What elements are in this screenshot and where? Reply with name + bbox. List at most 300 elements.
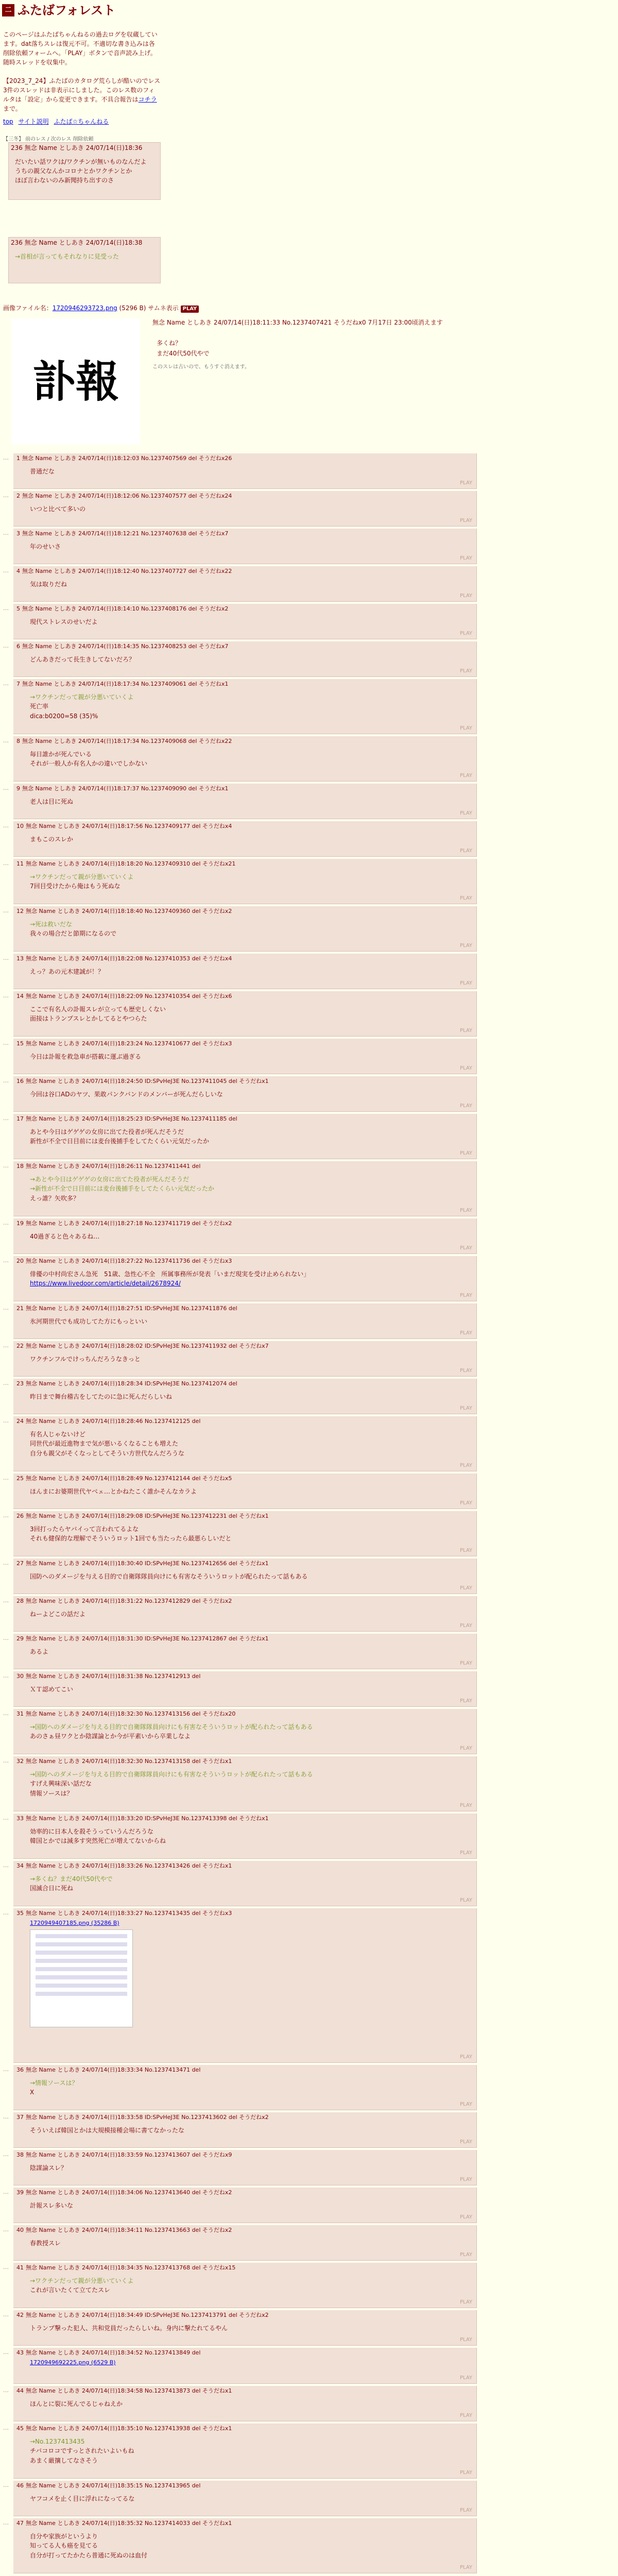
reply-line: えっ誰？矢吹多？ bbox=[30, 1195, 80, 1202]
reply-header-text: 無念 Name としあき 24/07/14(日)18:25:23 ID:SPvHeJ3E No.1237411185 del bbox=[26, 1115, 237, 1122]
reply-body bbox=[30, 1127, 473, 1146]
reply-body bbox=[30, 1572, 473, 1582]
reply-body bbox=[30, 2201, 473, 2211]
reply-line: X bbox=[30, 2089, 35, 2096]
reply-row bbox=[3, 2112, 477, 2148]
reply-body bbox=[30, 797, 473, 807]
thumbnail-line bbox=[36, 1959, 127, 1963]
reply-header bbox=[16, 993, 473, 1001]
reply-gutter-icon: … bbox=[3, 1909, 9, 1916]
reply-play-button[interactable]: PLAY bbox=[459, 1500, 472, 1506]
reply-header bbox=[16, 785, 473, 793]
reply-play-button[interactable]: PLAY bbox=[459, 2469, 472, 2476]
reply-line: まもこのスレか bbox=[30, 835, 74, 843]
op-body bbox=[157, 338, 210, 359]
reply-line: 計報スレ多いな bbox=[30, 2201, 74, 2209]
op-sodane[interactable]: そうだねx0 bbox=[333, 319, 366, 326]
reply-play-button[interactable]: PLAY bbox=[459, 1745, 472, 1751]
reply-play-button[interactable]: PLAY bbox=[459, 2336, 472, 2343]
reply-line: えっ？あの元木建誠が！？ bbox=[30, 968, 105, 975]
reply-play-button[interactable]: PLAY bbox=[459, 1027, 472, 1033]
reply-header-text: 無念 Name としあき 24/07/14(日)18:17:56 No.1237409177 del そうだねx4 bbox=[26, 823, 232, 829]
reply-row bbox=[3, 954, 477, 989]
reply-gutter-icon: … bbox=[3, 1040, 9, 1046]
reply-post bbox=[13, 1039, 477, 1074]
report-link[interactable]: コチラ bbox=[138, 96, 157, 103]
reply-row bbox=[3, 1908, 477, 2063]
reply-header-text: 無念 Name としあき 24/07/14(日)18:22:08 No.1237410353 del そうだねx4 bbox=[26, 955, 232, 962]
reply-row bbox=[3, 2518, 477, 2573]
intro-p2-end: まで。 bbox=[3, 105, 22, 112]
reply-quote-line: →あとや今日はゲゲゲの女房に出てた役者が死んだそうだ bbox=[30, 1175, 190, 1183]
reply-line: ここで有名人の訃報スレが立っても歴史しくない bbox=[30, 1005, 166, 1013]
reply-gutter-icon: … bbox=[3, 822, 9, 829]
reply-post bbox=[13, 821, 477, 857]
reply-gutter-icon: … bbox=[3, 492, 9, 499]
quoted-post-header: 236 無念 Name としあき 24/07/14(日)18:36 bbox=[11, 144, 143, 151]
reply-row bbox=[3, 1511, 477, 1556]
op-note: このスレは古いので、もうすぐ消えます。 bbox=[152, 364, 250, 370]
reply-row bbox=[3, 1161, 477, 1216]
reply-file-link[interactable]: 1720949407185.png (35286 B) bbox=[30, 1919, 119, 1926]
reply-body bbox=[30, 1524, 473, 1544]
reply-post bbox=[13, 1379, 477, 1414]
reply-number: 38 bbox=[16, 2151, 24, 2158]
reply-header bbox=[16, 2264, 473, 2272]
site-header bbox=[0, 0, 216, 125]
reply-number: 34 bbox=[16, 1862, 24, 1869]
reply-post bbox=[13, 1114, 477, 1159]
reply-row bbox=[3, 1416, 477, 1471]
reply-play-button[interactable]: PLAY bbox=[459, 2214, 472, 2220]
reply-play-button[interactable]: PLAY bbox=[459, 1103, 472, 1109]
reply-header bbox=[16, 1598, 473, 1605]
reply-number: 26 bbox=[16, 1513, 24, 1519]
reply-play-button[interactable]: PLAY bbox=[459, 1698, 472, 1704]
reply-header-text: 無念 Name としあき 24/07/14(日)18:33:20 ID:SPvHeJ3E No.1237413398 del そうだねx1 bbox=[26, 1815, 269, 1822]
reply-post bbox=[13, 906, 477, 952]
reply-play-button[interactable]: PLAY bbox=[459, 848, 472, 854]
reply-play-button[interactable]: PLAY bbox=[459, 1367, 472, 1374]
reply-header-text: 無念 Name としあき 24/07/14(日)18:12:03 No.1237407569 del そうだねx26 bbox=[22, 455, 232, 462]
reply-post bbox=[13, 1341, 477, 1377]
reply-header-text: 無念 Name としあき 24/07/14(日)18:35:10 No.1237413938 del そうだねx1 bbox=[26, 2425, 232, 2432]
reply-play-button[interactable]: PLAY bbox=[459, 1547, 472, 1553]
reply-row bbox=[3, 1114, 477, 1159]
reply-body bbox=[30, 692, 473, 721]
reply-play-button[interactable]: PLAY bbox=[459, 630, 472, 636]
reply-row bbox=[3, 1473, 477, 1509]
reply-row bbox=[3, 2225, 477, 2261]
reply-post bbox=[13, 954, 477, 989]
reply-play-button[interactable]: PLAY bbox=[459, 517, 472, 523]
reply-play-button[interactable]: PLAY bbox=[459, 1405, 472, 1411]
reply-header-text: 無念 Name としあき 24/07/14(日)18:32:30 No.1237413156 del そうだねx20 bbox=[26, 1710, 236, 1717]
reply-thumbnail[interactable] bbox=[30, 1929, 133, 2027]
quoted-post-header: 236 無念 Name としあき 24/07/14(日)18:38 bbox=[11, 239, 143, 246]
reply-header bbox=[16, 2482, 473, 2490]
reply-header bbox=[16, 681, 473, 688]
reply-row bbox=[3, 641, 477, 677]
reply-row bbox=[3, 2150, 477, 2185]
reply-line: 俳優の中村尚宏さん急死 51歳、急性心不全 所属事務所が発表「いまだ現実を受け止められない」 bbox=[30, 1270, 310, 1278]
reply-gutter-icon: … bbox=[3, 2189, 9, 2195]
reply-number: 42 bbox=[16, 2312, 24, 2318]
reply-quote-line: →国防へのダメージを与える目的で自衛隊隊員向けにも有害なそういうロットが配られたって話もある bbox=[30, 1723, 313, 1731]
reply-body bbox=[30, 1005, 473, 1024]
reply-row bbox=[3, 784, 477, 819]
reply-play-button[interactable]: PLAY bbox=[459, 480, 472, 486]
reply-row bbox=[3, 1303, 477, 1339]
reply-play-button[interactable]: PLAY bbox=[459, 1065, 472, 1071]
reply-line: 韓国とかでは減多す突然死亡が増えてないからね bbox=[30, 1837, 166, 1845]
reply-number: 8 bbox=[16, 738, 20, 744]
reply-post bbox=[13, 1218, 477, 1254]
reply-header-text: 無念 Name としあき 24/07/14(日)18:33:26 No.1237413426 del そうだねx1 bbox=[26, 1862, 232, 1869]
reply-post bbox=[13, 2263, 477, 2308]
reply-line: 昨日まで舞台稽古をしてたのに急に死んだらしいね bbox=[30, 1393, 173, 1400]
reply-row bbox=[3, 2386, 477, 2421]
reply-line: 有名人じゃないけど bbox=[30, 1430, 86, 1438]
reply-number: 6 bbox=[16, 643, 20, 650]
reply-header-text: 無念 Name としあき 24/07/14(日)18:17:34 No.1237409061 del そうだねx1 bbox=[22, 681, 229, 687]
reply-row bbox=[3, 1709, 477, 1754]
reply-header-text: 無念 Name としあき 24/07/14(日)18:30:40 ID:SPvHeJ3E No.1237412656 del そうだねx1 bbox=[26, 1560, 269, 1567]
reply-play-button[interactable]: PLAY bbox=[459, 2299, 472, 2305]
reply-play-button[interactable]: PLAY bbox=[459, 2412, 472, 2418]
quoted-post-line: うちの親父なんかコロナとかワクチンとか bbox=[15, 167, 132, 175]
thumbnail-line bbox=[36, 1967, 127, 1971]
reply-body bbox=[30, 2324, 473, 2333]
thumbnail-line bbox=[36, 1934, 127, 1938]
reply-number: 22 bbox=[16, 1343, 24, 1349]
reply-line: 7回目受けたから俺はもう死ぬな bbox=[30, 883, 121, 890]
reply-body bbox=[30, 1430, 473, 1459]
reply-gutter-icon: … bbox=[3, 2066, 9, 2073]
reply-post bbox=[13, 1161, 477, 1216]
reply-number: 41 bbox=[16, 2264, 24, 2271]
reply-play-button[interactable]: PLAY bbox=[459, 1802, 472, 1808]
reply-header bbox=[16, 1418, 473, 1426]
reply-line: 毎日誰かが死んでいる bbox=[30, 750, 92, 758]
reply-gutter-icon: … bbox=[3, 1560, 9, 1566]
intro-p2-text: 【2023_7_24】ふたばのカタログ荒らしが酷いのでレス3件のスレッドは非表示にしました。このレス数のフィルタは「設定」から変更できます。不具合報告は bbox=[3, 77, 161, 103]
reply-gutter-icon: … bbox=[3, 1304, 9, 1311]
reply-play-button[interactable]: PLAY bbox=[459, 2101, 472, 2107]
reply-play-button[interactable]: PLAY bbox=[459, 1850, 472, 1856]
reply-header bbox=[16, 1258, 473, 1265]
reply-quote-line: →情報ソースは？ bbox=[30, 2079, 78, 2087]
reply-number: 44 bbox=[16, 2387, 24, 2394]
reply-post bbox=[13, 2386, 477, 2421]
reply-play-button[interactable]: PLAY bbox=[459, 2251, 472, 2258]
reply-line: 死亡率 bbox=[30, 703, 49, 710]
op-body-line: 多くね？ bbox=[157, 340, 182, 347]
reply-gutter-icon: … bbox=[3, 1710, 9, 1717]
reply-header bbox=[16, 1673, 473, 1681]
reply-header bbox=[16, 643, 473, 651]
reply-number: 27 bbox=[16, 1560, 24, 1567]
thumbnail-line bbox=[36, 1984, 127, 1988]
reply-line: 気は取りだね bbox=[30, 580, 67, 588]
reply-gutter-icon: … bbox=[3, 1512, 9, 1519]
reply-line: 40過ぎると色々あるね… bbox=[30, 1232, 100, 1240]
reply-row bbox=[3, 821, 477, 857]
reply-post bbox=[13, 453, 477, 489]
reply-gutter-icon: … bbox=[3, 955, 9, 961]
reply-line: 知ってる人も癌を見てる bbox=[30, 2542, 98, 2550]
reply-line: 自分が打ってたかたら普通に死ぬのは血付 bbox=[30, 2552, 148, 2560]
reply-play-button[interactable]: PLAY bbox=[459, 668, 472, 674]
reply-body bbox=[30, 1685, 473, 1694]
reply-post bbox=[13, 1256, 477, 1301]
reply-play-button[interactable]: PLAY bbox=[459, 772, 472, 778]
reply-play-button[interactable]: PLAY bbox=[459, 810, 472, 816]
op-file-label: 画像ファイル名： bbox=[3, 304, 53, 312]
reply-number: 12 bbox=[16, 908, 24, 914]
about-link[interactable]: サイト説明 bbox=[18, 118, 49, 125]
reply-body bbox=[30, 967, 473, 977]
reply-quote-line: →No.1237413435 bbox=[30, 2437, 85, 2445]
reply-header bbox=[16, 1862, 473, 1870]
reply-header bbox=[16, 908, 473, 916]
reply-header-text: 無念 Name としあき 24/07/14(日)18:34:11 No.1237413663 del そうだねx2 bbox=[26, 2227, 232, 2233]
reply-gutter-icon: … bbox=[3, 605, 9, 612]
reply-post bbox=[13, 2481, 477, 2516]
reply-gutter-icon: … bbox=[3, 2482, 9, 2488]
reply-body bbox=[30, 1827, 473, 1846]
op-expire-time: 7月17日 23:00頃消えます bbox=[368, 319, 443, 326]
reply-row bbox=[3, 1256, 477, 1301]
reply-header-text: 無念 Name としあき 24/07/14(日)18:17:34 No.1237409068 del そうだねx22 bbox=[22, 738, 232, 744]
reply-post bbox=[13, 784, 477, 819]
reply-gutter-icon: … bbox=[3, 1672, 9, 1679]
reply-list bbox=[3, 453, 477, 2575]
site-logo[interactable] bbox=[2, 3, 115, 18]
reply-gutter-icon: … bbox=[3, 737, 9, 744]
reply-row bbox=[3, 491, 477, 527]
reply-number: 24 bbox=[16, 1418, 24, 1425]
op-thumbnail[interactable] bbox=[11, 318, 140, 445]
reply-play-button[interactable]: PLAY bbox=[459, 2139, 472, 2145]
reply-row bbox=[3, 1218, 477, 1254]
reply-post bbox=[13, 2348, 477, 2384]
reply-body bbox=[30, 580, 473, 589]
reply-header-text: 無念 Name としあき 24/07/14(日)18:34:52 No.1237413849 del bbox=[26, 2349, 201, 2356]
reply-header-text: 無念 Name としあき 24/07/14(日)18:33:58 ID:SPvHeJ3E No.1237413602 del そうだねx2 bbox=[26, 2114, 269, 2121]
reply-number: 46 bbox=[16, 2482, 24, 2489]
reply-number: 9 bbox=[16, 785, 20, 792]
op-file-link[interactable]: 1720946293723.png bbox=[52, 304, 117, 312]
reply-line: ＸＴ認めてこい bbox=[30, 1685, 74, 1693]
reply-post bbox=[13, 491, 477, 527]
reply-header-text: 無念 Name としあき 24/07/14(日)18:28:02 ID:SPvHeJ3E No.1237411932 del そうだねx7 bbox=[26, 1343, 269, 1349]
reply-row bbox=[3, 906, 477, 952]
reply-row bbox=[3, 604, 477, 639]
reply-line: 面接はトランプスレとかしてるとやつらた bbox=[30, 1015, 147, 1023]
reply-header bbox=[16, 738, 473, 745]
reply-line: 現代ストレスのせいだよ bbox=[30, 618, 98, 625]
reply-gutter-icon: … bbox=[3, 1257, 9, 1264]
reply-quote-line: →ワクチンだって親が分悪いていくよ bbox=[30, 873, 134, 880]
reply-number: 11 bbox=[16, 860, 24, 867]
reply-play-button[interactable]: PLAY bbox=[459, 1245, 472, 1251]
reply-gutter-icon: … bbox=[3, 1862, 9, 1869]
reply-header bbox=[16, 2114, 473, 2122]
reply-header bbox=[16, 1115, 473, 1123]
reply-body bbox=[30, 1317, 473, 1327]
reply-header bbox=[16, 2066, 473, 2074]
reply-header bbox=[16, 455, 473, 463]
reply-play-button[interactable]: PLAY bbox=[459, 1660, 472, 1666]
reply-post bbox=[13, 1861, 477, 1906]
reply-header-text: 無念 Name としあき 24/07/14(日)18:34:49 ID:SPvHeJ3E No.1237413791 del そうだねx2 bbox=[26, 2312, 269, 2318]
reply-line: ほんまにお婆期世代ヤベェ…とかねたこく誰かそんなカラよ bbox=[30, 1487, 197, 1495]
reply-number: 30 bbox=[16, 1673, 24, 1680]
reply-play-button[interactable]: PLAY bbox=[459, 2375, 472, 2381]
reply-play-button[interactable]: PLAY bbox=[459, 942, 472, 948]
thumbnail-line bbox=[36, 1975, 127, 1979]
reply-body bbox=[30, 1090, 473, 1099]
reply-row bbox=[3, 1596, 477, 1632]
reply-play-button[interactable]: PLAY bbox=[459, 725, 472, 731]
reply-header bbox=[16, 1710, 473, 1718]
reply-gutter-icon: … bbox=[3, 2113, 9, 2120]
reply-header-text: 無念 Name としあき 24/07/14(日)18:22:09 No.1237410354 del そうだねx6 bbox=[26, 993, 232, 999]
reply-gutter-icon: … bbox=[3, 907, 9, 914]
reply-row bbox=[3, 859, 477, 904]
reply-row bbox=[3, 2188, 477, 2223]
reply-line: あるよ bbox=[30, 1648, 49, 1655]
reply-header-text: 無念 Name としあき 24/07/14(日)18:33:59 No.1237413607 del そうだねx9 bbox=[26, 2151, 232, 2158]
thread-op bbox=[3, 304, 618, 407]
reply-line: 国防へのダメージを与える目的で自衛隊隊員向けにも有害なそういうロットが配られたって話もある bbox=[30, 1572, 308, 1580]
reply-number: 10 bbox=[16, 823, 24, 829]
reply-header-text: 無念 Name としあき 24/07/14(日)18:31:30 ID:SPvHeJ3E No.1237412867 del そうだねx1 bbox=[26, 1635, 269, 1642]
reply-header-text: 無念 Name としあき 24/07/14(日)18:12:06 No.1237407577 del そうだねx24 bbox=[22, 493, 232, 499]
reply-play-button[interactable]: PLAY bbox=[459, 980, 472, 986]
reply-gutter-icon: … bbox=[3, 2226, 9, 2233]
reply-gutter-icon: … bbox=[3, 1597, 9, 1604]
reply-body bbox=[30, 467, 473, 477]
reply-gutter-icon: … bbox=[3, 860, 9, 867]
reply-row bbox=[3, 453, 477, 489]
reply-post bbox=[13, 1511, 477, 1556]
reply-header bbox=[16, 2312, 473, 2319]
reply-header-text: 無念 Name としあき 24/07/14(日)18:27:51 ID:SPvHeJ3E No.1237411876 del bbox=[26, 1305, 237, 1312]
reply-play-button[interactable]: PLAY bbox=[459, 2176, 472, 2182]
intro-paragraph-1: このページはふたばちゃんねるの過去ログを収蔵しています。dat落ちスレは復元不可。不適切な書き込みは各削除依頼フォームへ。「PLAY」ボタンで音声読み上げ。随時スレッドを収集中。 bbox=[3, 31, 158, 66]
reply-file-link[interactable]: 1720949692225.png (6529 B) bbox=[30, 2359, 116, 2366]
reply-gutter-icon: … bbox=[3, 785, 9, 791]
reply-post bbox=[13, 2150, 477, 2185]
reply-row bbox=[3, 1861, 477, 1906]
op-file-size: (5296 B) bbox=[119, 304, 146, 312]
reply-gutter-icon: … bbox=[3, 680, 9, 687]
reply-play-button[interactable]: PLAY bbox=[459, 1292, 472, 1298]
reply-body bbox=[30, 1269, 473, 1289]
reply-number: 5 bbox=[16, 605, 20, 612]
op-play-button[interactable]: PLAY bbox=[181, 306, 199, 313]
reply-header-text: 無念 Name としあき 24/07/14(日)18:33:27 No.1237413435 del そうだねx3 bbox=[26, 1910, 232, 1917]
top-link[interactable]: top bbox=[3, 118, 13, 125]
reply-header bbox=[16, 823, 473, 831]
reply-header bbox=[16, 1910, 473, 1918]
reply-link[interactable]: https://www.livedoor.com/article/detail/2678924/ bbox=[30, 1280, 181, 1287]
reply-gutter-icon: … bbox=[3, 2519, 9, 2526]
reply-play-button[interactable]: PLAY bbox=[459, 1207, 472, 1213]
reply-gutter-icon: … bbox=[3, 1757, 9, 1764]
reply-gutter-icon: … bbox=[3, 2425, 9, 2431]
op-header bbox=[152, 318, 443, 327]
reply-play-button[interactable]: PLAY bbox=[459, 1330, 472, 1336]
reply-line: それが一般人か有名人かの違いでしかない bbox=[30, 760, 148, 768]
reply-play-button[interactable]: PLAY bbox=[459, 1462, 472, 1468]
nav-line: 【三冬】 前のレス / 次のレス 削除依頼 bbox=[3, 137, 94, 142]
reply-play-button[interactable]: PLAY bbox=[459, 1622, 472, 1629]
op-file-note: サムネ表示 bbox=[148, 304, 179, 312]
reply-line: 同世代が最近進物まで気が悪いるくなることも増えた bbox=[30, 1440, 179, 1448]
reply-post bbox=[13, 736, 477, 782]
thumbnail-line bbox=[36, 1992, 127, 1996]
reply-play-button[interactable]: PLAY bbox=[459, 1585, 472, 1591]
reply-post bbox=[13, 604, 477, 639]
reply-header-text: 無念 Name としあき 24/07/14(日)18:28:49 No.1237412144 del そうだねx5 bbox=[26, 1475, 232, 1482]
reply-body bbox=[30, 542, 473, 552]
reply-line: 今回は谷口ADのヤツ、果敢パンクバンドのメンバーが死んだらしいな bbox=[30, 1090, 223, 1098]
reply-play-button[interactable]: PLAY bbox=[459, 2564, 472, 2570]
reply-line: 今日は訃報を救急車が搭載に運ぶ過ぎる bbox=[30, 1053, 142, 1060]
reply-play-button[interactable]: PLAY bbox=[459, 895, 472, 901]
reply-number: 25 bbox=[16, 1475, 24, 1482]
reply-body bbox=[30, 1647, 473, 1657]
reply-gutter-icon: … bbox=[3, 530, 9, 536]
reply-gutter-icon: … bbox=[3, 454, 9, 461]
reply-body bbox=[30, 1354, 473, 1364]
reply-play-button[interactable]: PLAY bbox=[459, 1897, 472, 1903]
reply-body bbox=[30, 2437, 473, 2466]
reply-line: 効率的に日本人を殺そうっていうんだろうな bbox=[30, 1827, 154, 1835]
reply-line: どんあきだって長生きしてないだろ？ bbox=[30, 655, 135, 663]
quoted-post bbox=[8, 142, 161, 200]
reply-row bbox=[3, 991, 477, 1037]
reply-play-button[interactable]: PLAY bbox=[459, 592, 472, 599]
reply-number: 17 bbox=[16, 1115, 24, 1122]
reply-gutter-icon: … bbox=[3, 2349, 9, 2355]
reply-row bbox=[3, 1814, 477, 1859]
reply-body bbox=[30, 1487, 473, 1497]
reply-play-button[interactable]: PLAY bbox=[459, 1150, 472, 1156]
reply-header bbox=[16, 1040, 473, 1048]
reply-body bbox=[30, 835, 473, 844]
reply-post bbox=[13, 1671, 477, 1707]
reply-post bbox=[13, 2225, 477, 2261]
reply-header-text: 無念 Name としあき 24/07/14(日)18:32:30 No.1237413158 del そうだねx1 bbox=[26, 1758, 232, 1765]
reply-gutter-icon: … bbox=[3, 2387, 9, 2394]
futaba-link[interactable]: ふたば☆ちゃんねる bbox=[54, 118, 109, 125]
reply-header-text: 無念 Name としあき 24/07/14(日)18:27:18 No.1237411719 del そうだねx2 bbox=[26, 1220, 232, 1227]
reply-header-text: 無念 Name としあき 24/07/14(日)18:34:35 No.1237413768 del そうだねx15 bbox=[26, 2264, 236, 2271]
reply-header-text: 無念 Name としあき 24/07/14(日)18:34:58 No.1237413873 del そうだねx1 bbox=[26, 2387, 232, 2394]
site-title: ふたばフォレスト bbox=[18, 2, 116, 18]
reply-play-button[interactable]: PLAY bbox=[459, 555, 472, 561]
reply-gutter-icon: … bbox=[3, 1115, 9, 1122]
reply-play-button[interactable]: PLAY bbox=[459, 2054, 472, 2060]
reply-play-button[interactable]: PLAY bbox=[459, 2507, 472, 2513]
reply-post bbox=[13, 1596, 477, 1632]
thumbnail-line bbox=[36, 1942, 127, 1946]
reply-post bbox=[13, 679, 477, 734]
